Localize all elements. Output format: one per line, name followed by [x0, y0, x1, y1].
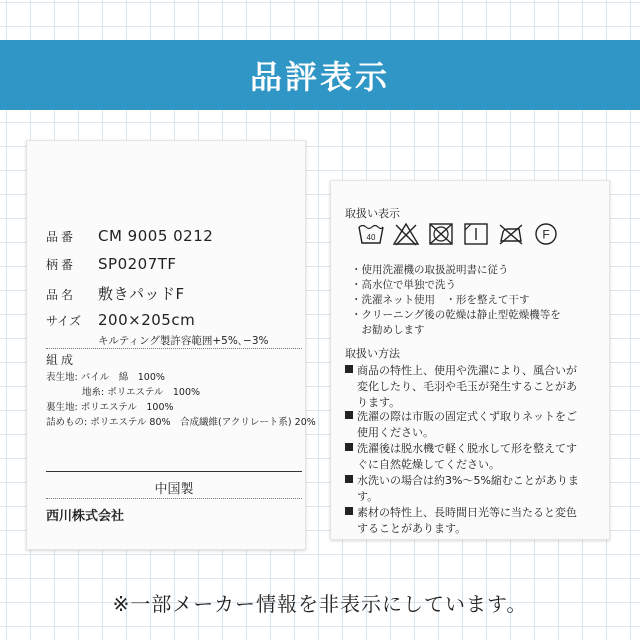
product-info-label: [26, 140, 316, 550]
divider: [46, 471, 302, 472]
divider: [46, 498, 302, 499]
spec-row-product-number: [46, 227, 213, 245]
material-row: 地糸: ポリエステル 100%: [82, 387, 201, 398]
header-banner: [0, 40, 640, 110]
country-of-origin: 中国製: [154, 482, 194, 497]
no-bleach-icon: [392, 221, 420, 247]
bullet-square-icon: [345, 507, 353, 515]
line-dry-shade-icon: [462, 221, 490, 247]
divider: [46, 348, 302, 349]
page-title: 品評表示: [249, 58, 390, 96]
spec-value: 敷きパッドF: [98, 285, 185, 303]
care-note: ・高水位で単独で洗う: [351, 279, 456, 291]
dry-clean-letter: F: [542, 227, 550, 242]
care-note: ・クリーニング後の乾燥は静止型乾燥機等を: [351, 309, 561, 321]
spec-value: 200×205cm: [98, 311, 196, 329]
bullet-square-icon: [345, 475, 353, 483]
dry-clean-f-icon: [532, 221, 560, 247]
spec-key: サイズ: [46, 314, 82, 328]
care-symbols: [357, 221, 560, 247]
footer-note: ※一部メーカー情報を非表示にしています。: [112, 592, 528, 616]
composition-title: 組成: [46, 353, 77, 367]
handling-note: 洗濯後は脱水機で軽く脱水して形を整えてす ぐに自然乾燥してください。: [345, 441, 577, 473]
handling-note: 素材の特性上、長時間日光等に当たると変色 することがあります。: [345, 505, 577, 537]
wash-temperature: 40: [366, 233, 376, 242]
bullet-square-icon: [345, 365, 353, 373]
handling-note: 水洗いの場合は約3%〜5%縮むことがありま す。: [345, 473, 579, 505]
no-iron-icon: [497, 221, 525, 247]
bullet-square-icon: [345, 443, 353, 451]
size-tolerance-note: キルティング製許容範囲+5%､−3%: [98, 335, 269, 347]
handling-note: 洗濯の際は市販の固定式くず取りネットをご 使用ください。: [345, 409, 577, 441]
no-tumble-dry-icon: [427, 221, 455, 247]
material-row: 裏生地: ポリエステル 100%: [46, 402, 174, 413]
spec-row-size: [46, 311, 195, 329]
care-note: ・使用洗濯機の取扱説明書に従う: [351, 264, 509, 276]
spec-value: CM 9005 0212: [98, 227, 214, 245]
spec-row-pattern-number: [46, 255, 177, 273]
company-name: 西川株式会社: [46, 509, 125, 524]
spec-key: 品番: [46, 230, 77, 244]
spec-key: 品名: [46, 288, 77, 302]
care-note: ・洗濯ネット使用 ・形を整えて干す: [351, 294, 530, 306]
spec-row-product-name: [46, 283, 185, 304]
material-row: 表生地: パイル 綿 100%: [46, 372, 165, 383]
spec-value: SP0207TF: [98, 255, 177, 273]
bullet-square-icon: [345, 411, 353, 419]
material-row: 詰めもの: ポリエステル 80% 合成繊維(アクリレート系) 20%: [46, 417, 316, 428]
care-label: [330, 180, 610, 540]
spec-key: 柄番: [46, 258, 77, 272]
handling-note: 商品の特性上、使用や洗濯により、風合いが 変化したり、毛羽や毛玉が発生することがあ ります。: [345, 363, 577, 411]
care-symbols-title: 取扱い表示: [345, 207, 400, 220]
handling-title: 取扱い方法: [345, 347, 400, 360]
wash-40-icon: [357, 221, 385, 247]
care-note: お勧めします: [351, 324, 425, 336]
